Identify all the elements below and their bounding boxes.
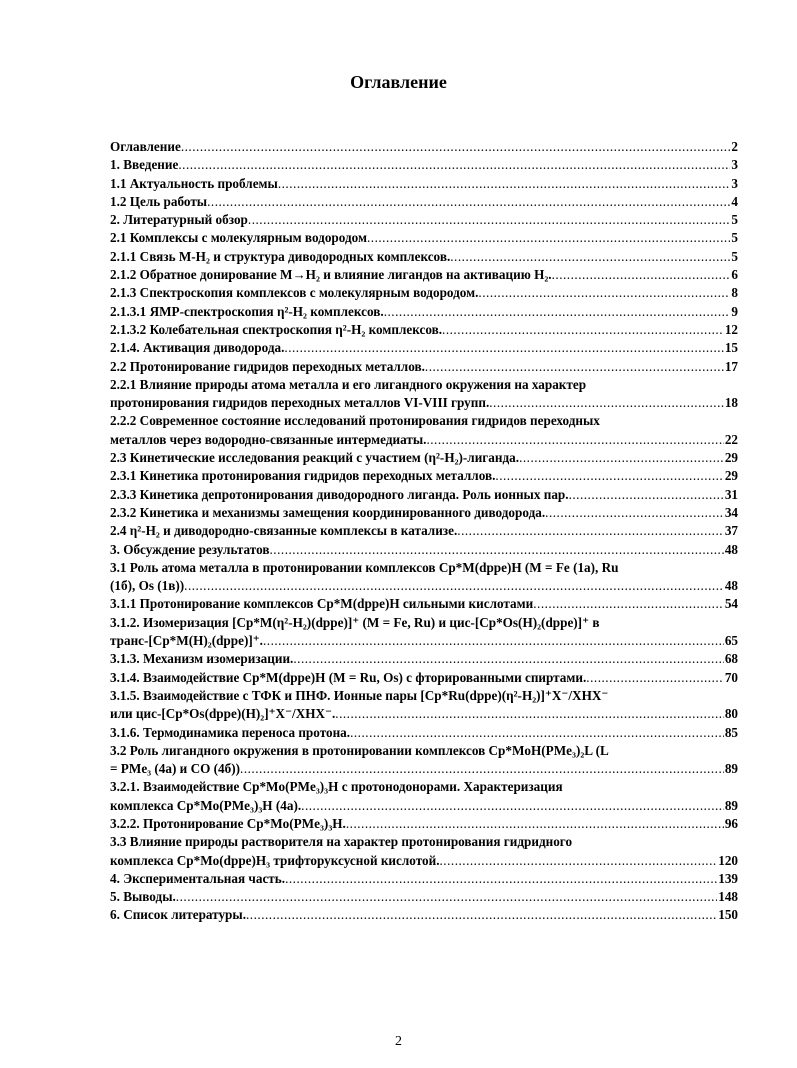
dot-leader — [350, 724, 724, 742]
dot-leader — [489, 394, 724, 412]
toc-entry[interactable] — [110, 467, 738, 485]
toc-entry[interactable] — [110, 175, 738, 193]
page-number: 2 — [395, 1034, 402, 1049]
toc-page-number: 37 — [724, 523, 738, 539]
dot-leader — [545, 504, 724, 522]
dot-leader — [478, 284, 730, 302]
toc-entry[interactable] — [110, 669, 738, 687]
toc-entry[interactable] — [110, 321, 738, 339]
toc-page-number: 120 — [718, 852, 738, 868]
toc-entry-text: 3.1.6. Термодинамика переноса протона. — [110, 724, 351, 740]
toc-entry-text-line1: 3.1.5. Взаимодействие с ТФК и ПНФ. Ионные пары [Cp*Ru(dppe)(η²-H₂)]⁺X⁻/XHX⁻ — [110, 687, 609, 703]
toc-entry-text: 1.1 Актуальность проблемы — [110, 175, 278, 191]
toc-entry-text: 3.1.1 Протонирование комплексов Cp*M(dppe)H сильными кислотами — [110, 596, 534, 612]
toc-entry-text: 2.3 Кинетические исследования реакций с участием (η²-H₂)-лиганда. — [110, 450, 520, 466]
toc-entry-text: 3.2.2. Протонирование Cp*Mo(PMe₃)₃H. — [110, 815, 346, 831]
toc-page-number: 70 — [724, 669, 738, 685]
toc-entry-text: 2.1.3 Спектроскопия комплексов с молекулярным водородом. — [110, 285, 479, 301]
toc-page-number: 8 — [731, 285, 738, 301]
toc-page-number: 17 — [724, 358, 738, 374]
toc-page-number: 148 — [718, 889, 738, 905]
toc-entry-text: 1. Введение — [110, 157, 179, 173]
toc-entry[interactable] — [110, 138, 738, 156]
toc-entry-text: протонирования гидридов переходных металлов VI-VIII групп. — [110, 395, 490, 411]
toc-entry[interactable] — [110, 248, 738, 266]
toc-page-number: 48 — [724, 541, 738, 557]
toc-entry-text: 2.1.4. Активация диводорода. — [110, 340, 285, 356]
toc-entry[interactable] — [110, 412, 738, 449]
toc-page-number: 31 — [724, 486, 738, 502]
dot-leader — [240, 760, 724, 778]
dot-leader — [293, 650, 723, 668]
toc-entry[interactable] — [110, 376, 738, 413]
toc-entry-text: 6. Список литературы. — [110, 907, 246, 923]
toc-entry-text: 2.3.1 Кинетика протонирования гидридов переходных металлов. — [110, 468, 496, 484]
dot-leader — [367, 229, 730, 247]
dot-leader — [278, 175, 731, 193]
toc-page-number: 5 — [731, 230, 738, 246]
toc-entry-text: 2. Литературный обзор — [110, 212, 248, 228]
dot-leader — [284, 339, 723, 357]
toc-entry-text: 5. Выводы. — [110, 889, 176, 905]
dot-leader — [335, 705, 724, 723]
dot-leader — [263, 632, 724, 650]
toc-entry-text-line1: 2.2.2 Современное состояние исследований протонирования гидридов переходных — [110, 413, 600, 429]
toc-entry-text-line1: 3.3 Влияние природы растворителя на характер протонирования гидридного — [110, 834, 573, 850]
dot-leader — [426, 431, 723, 449]
dot-leader — [533, 595, 724, 613]
toc-page-number: 29 — [724, 468, 738, 484]
toc-page-number: 5 — [731, 248, 738, 264]
toc-entry[interactable] — [110, 614, 738, 651]
toc-page-number: 2 — [731, 139, 738, 154]
toc-entry[interactable] — [110, 687, 738, 724]
toc-entry[interactable] — [110, 486, 738, 504]
toc-entry-text: 1.2 Цель работы — [110, 193, 208, 209]
toc-entry[interactable] — [110, 595, 738, 613]
toc-page-number: 5 — [731, 212, 738, 228]
toc-entry[interactable] — [110, 522, 738, 540]
toc-entry[interactable] — [110, 284, 738, 302]
toc-page-number: 96 — [724, 815, 738, 831]
toc-page-number: 3 — [731, 157, 738, 173]
dot-leader — [457, 522, 724, 540]
toc-entry-text: транс-[Cp*M(H)₂(dppe)]⁺. — [110, 633, 263, 649]
toc-entry-text: Оглавление — [110, 139, 181, 154]
dot-leader — [440, 852, 718, 870]
toc-entry[interactable] — [110, 888, 738, 906]
dot-leader — [442, 321, 724, 339]
toc-entry-text: 4. Экспериментальная часть. — [110, 870, 286, 886]
toc-entry[interactable] — [110, 742, 738, 779]
toc-entry[interactable] — [110, 303, 738, 321]
toc-entry-text: комплекса Cp*Mo(dppe)H₃ трифторуксусной кислотой. — [110, 852, 440, 868]
toc-page-number: 3 — [731, 175, 738, 191]
toc-page-number: 15 — [724, 340, 738, 356]
dot-leader — [450, 248, 730, 266]
toc-page-number: 4 — [731, 193, 738, 209]
toc-entry[interactable] — [110, 504, 738, 522]
toc-page-number: 12 — [724, 321, 738, 337]
page-title: Оглавление — [350, 72, 447, 92]
toc-entry-text-line1: 3.1.2. Изомеризация [Cp*M(η²-H₂)(dppe)]⁺ (M = Fe, Ru) и цис-[Cp*Os(H)₂(dppe)]⁺ в — [110, 614, 600, 630]
toc-page-number: 48 — [724, 578, 738, 594]
toc-entry-text: 3.1.3. Механизм изомеризации. — [110, 651, 294, 667]
toc-entry-text: (1б), Os (1в)) — [110, 578, 185, 594]
toc-page-number: 34 — [724, 504, 738, 520]
toc-entry[interactable] — [110, 650, 738, 668]
toc-page-number: 89 — [724, 761, 738, 777]
dot-leader — [178, 156, 730, 174]
toc-entry-text: комплекса Cp*Mo(PMe₃)₃H (4a). — [110, 797, 302, 813]
toc-entry[interactable] — [110, 870, 738, 888]
toc-entry[interactable] — [110, 778, 738, 815]
toc-entry-text: = PMe₃ (4а) и CO (4б)) — [110, 761, 241, 777]
toc-entry-text: 2.3.3 Кинетика депротонирования диводородного лиганда. Роль ионных пар. — [110, 486, 569, 502]
toc-page-number: 54 — [724, 596, 738, 612]
toc-entry[interactable] — [110, 156, 738, 174]
toc-page-number: 89 — [724, 797, 738, 813]
toc-entry-text: 3.1.4. Взаимодействие Cp*M(dppe)H (M = Ru, Os) с фторированными спиртами. — [110, 669, 587, 685]
toc-entry-text: 2.2 Протонирование гидридов переходных металлов. — [110, 358, 425, 374]
toc-page-number: 85 — [724, 724, 738, 740]
toc-entry-text: 2.1.3.1 ЯМР-спектроскопия η²-H₂ комплексов. — [110, 303, 384, 319]
dot-leader — [246, 906, 717, 924]
toc-page-number: 18 — [724, 395, 738, 411]
toc-entry[interactable] — [110, 541, 738, 559]
toc-entry-text: 2.1 Комплексы с молекулярным водородом — [110, 230, 367, 246]
toc-page-number: 68 — [724, 651, 738, 667]
toc-entry-text: 2.1.3.2 Колебательная спектроскопия η²-H₂ комплексов. — [110, 321, 443, 337]
dot-leader — [425, 358, 724, 376]
dot-leader — [552, 266, 731, 284]
dot-leader — [301, 797, 724, 815]
dot-leader — [569, 486, 724, 504]
toc-entry-text-line1: 3.1 Роль атома металла в протонировании комплексов Cp*M(dppe)H (M = Fe (1a), Ru — [110, 559, 619, 575]
dot-leader — [495, 467, 723, 485]
dot-leader — [270, 541, 724, 559]
toc-page-number: 139 — [718, 870, 738, 886]
toc-entry-text: 3. Обсуждение результатов — [110, 541, 270, 557]
dot-leader — [519, 449, 724, 467]
toc-entry[interactable] — [110, 193, 738, 211]
dot-leader — [248, 211, 731, 229]
dot-leader — [586, 669, 724, 687]
toc-entry[interactable] — [110, 266, 738, 284]
toc-entry-text: металлов через водородно-связанные интермедиаты. — [110, 431, 427, 447]
dot-leader — [346, 815, 724, 833]
dot-leader — [176, 888, 717, 906]
toc-page-number: 65 — [724, 633, 738, 649]
toc-entry[interactable] — [110, 724, 738, 742]
toc-entry-text: 2.4 η²-H₂ и диводородно-связанные комплексы в катализе. — [110, 523, 458, 539]
toc-entry-text-line1: 3.2.1. Взаимодействие Cp*Mo(PMe₃)₃H с протонодонорами. Характеризация — [110, 779, 563, 795]
table-of-contents — [110, 138, 738, 925]
toc-page-number: 80 — [724, 706, 738, 722]
toc-entry[interactable] — [110, 358, 738, 376]
toc-entry-text: или цис-[Cp*Os(dppe)(H)₂]⁺X⁻/XHX⁻. — [110, 706, 336, 722]
dot-leader — [207, 193, 730, 211]
toc-entry[interactable] — [110, 449, 738, 467]
dot-leader — [285, 870, 717, 888]
toc-entry[interactable] — [110, 559, 738, 596]
toc-entry[interactable] — [110, 833, 738, 870]
toc-entry-text: 2.1.2 Обратное донирование M→H₂ и влияние лигандов на активацию H₂. — [110, 267, 552, 283]
dot-leader — [184, 577, 724, 595]
toc-entry[interactable] — [110, 906, 738, 924]
toc-entry[interactable] — [110, 211, 738, 229]
dot-leader — [181, 138, 731, 156]
toc-entry-text: 2.1.1 Связь M-H₂ и структура диводородных комплексов. — [110, 248, 451, 264]
dot-leader — [384, 303, 731, 321]
toc-page-number: 9 — [731, 303, 738, 319]
toc-entry[interactable] — [110, 229, 738, 247]
toc-entry[interactable] — [110, 815, 738, 833]
toc-page-number: 150 — [718, 907, 738, 923]
toc-page-number: 29 — [724, 450, 738, 466]
toc-entry-text: 2.3.2 Кинетика и механизмы замещения координированного диводорода. — [110, 504, 546, 520]
toc-entry[interactable] — [110, 339, 738, 357]
toc-page-number: 22 — [724, 431, 738, 447]
toc-entry-text-line1: 2.2.1 Влияние природы атома металла и его лигандного окружения на характер — [110, 376, 587, 392]
toc-page-number: 6 — [731, 267, 738, 283]
toc-entry-text-line1: 3.2 Роль лигандного окружения в протонировании комплексов Cp*MoH(PMe₃)₂L (L — [110, 742, 609, 758]
